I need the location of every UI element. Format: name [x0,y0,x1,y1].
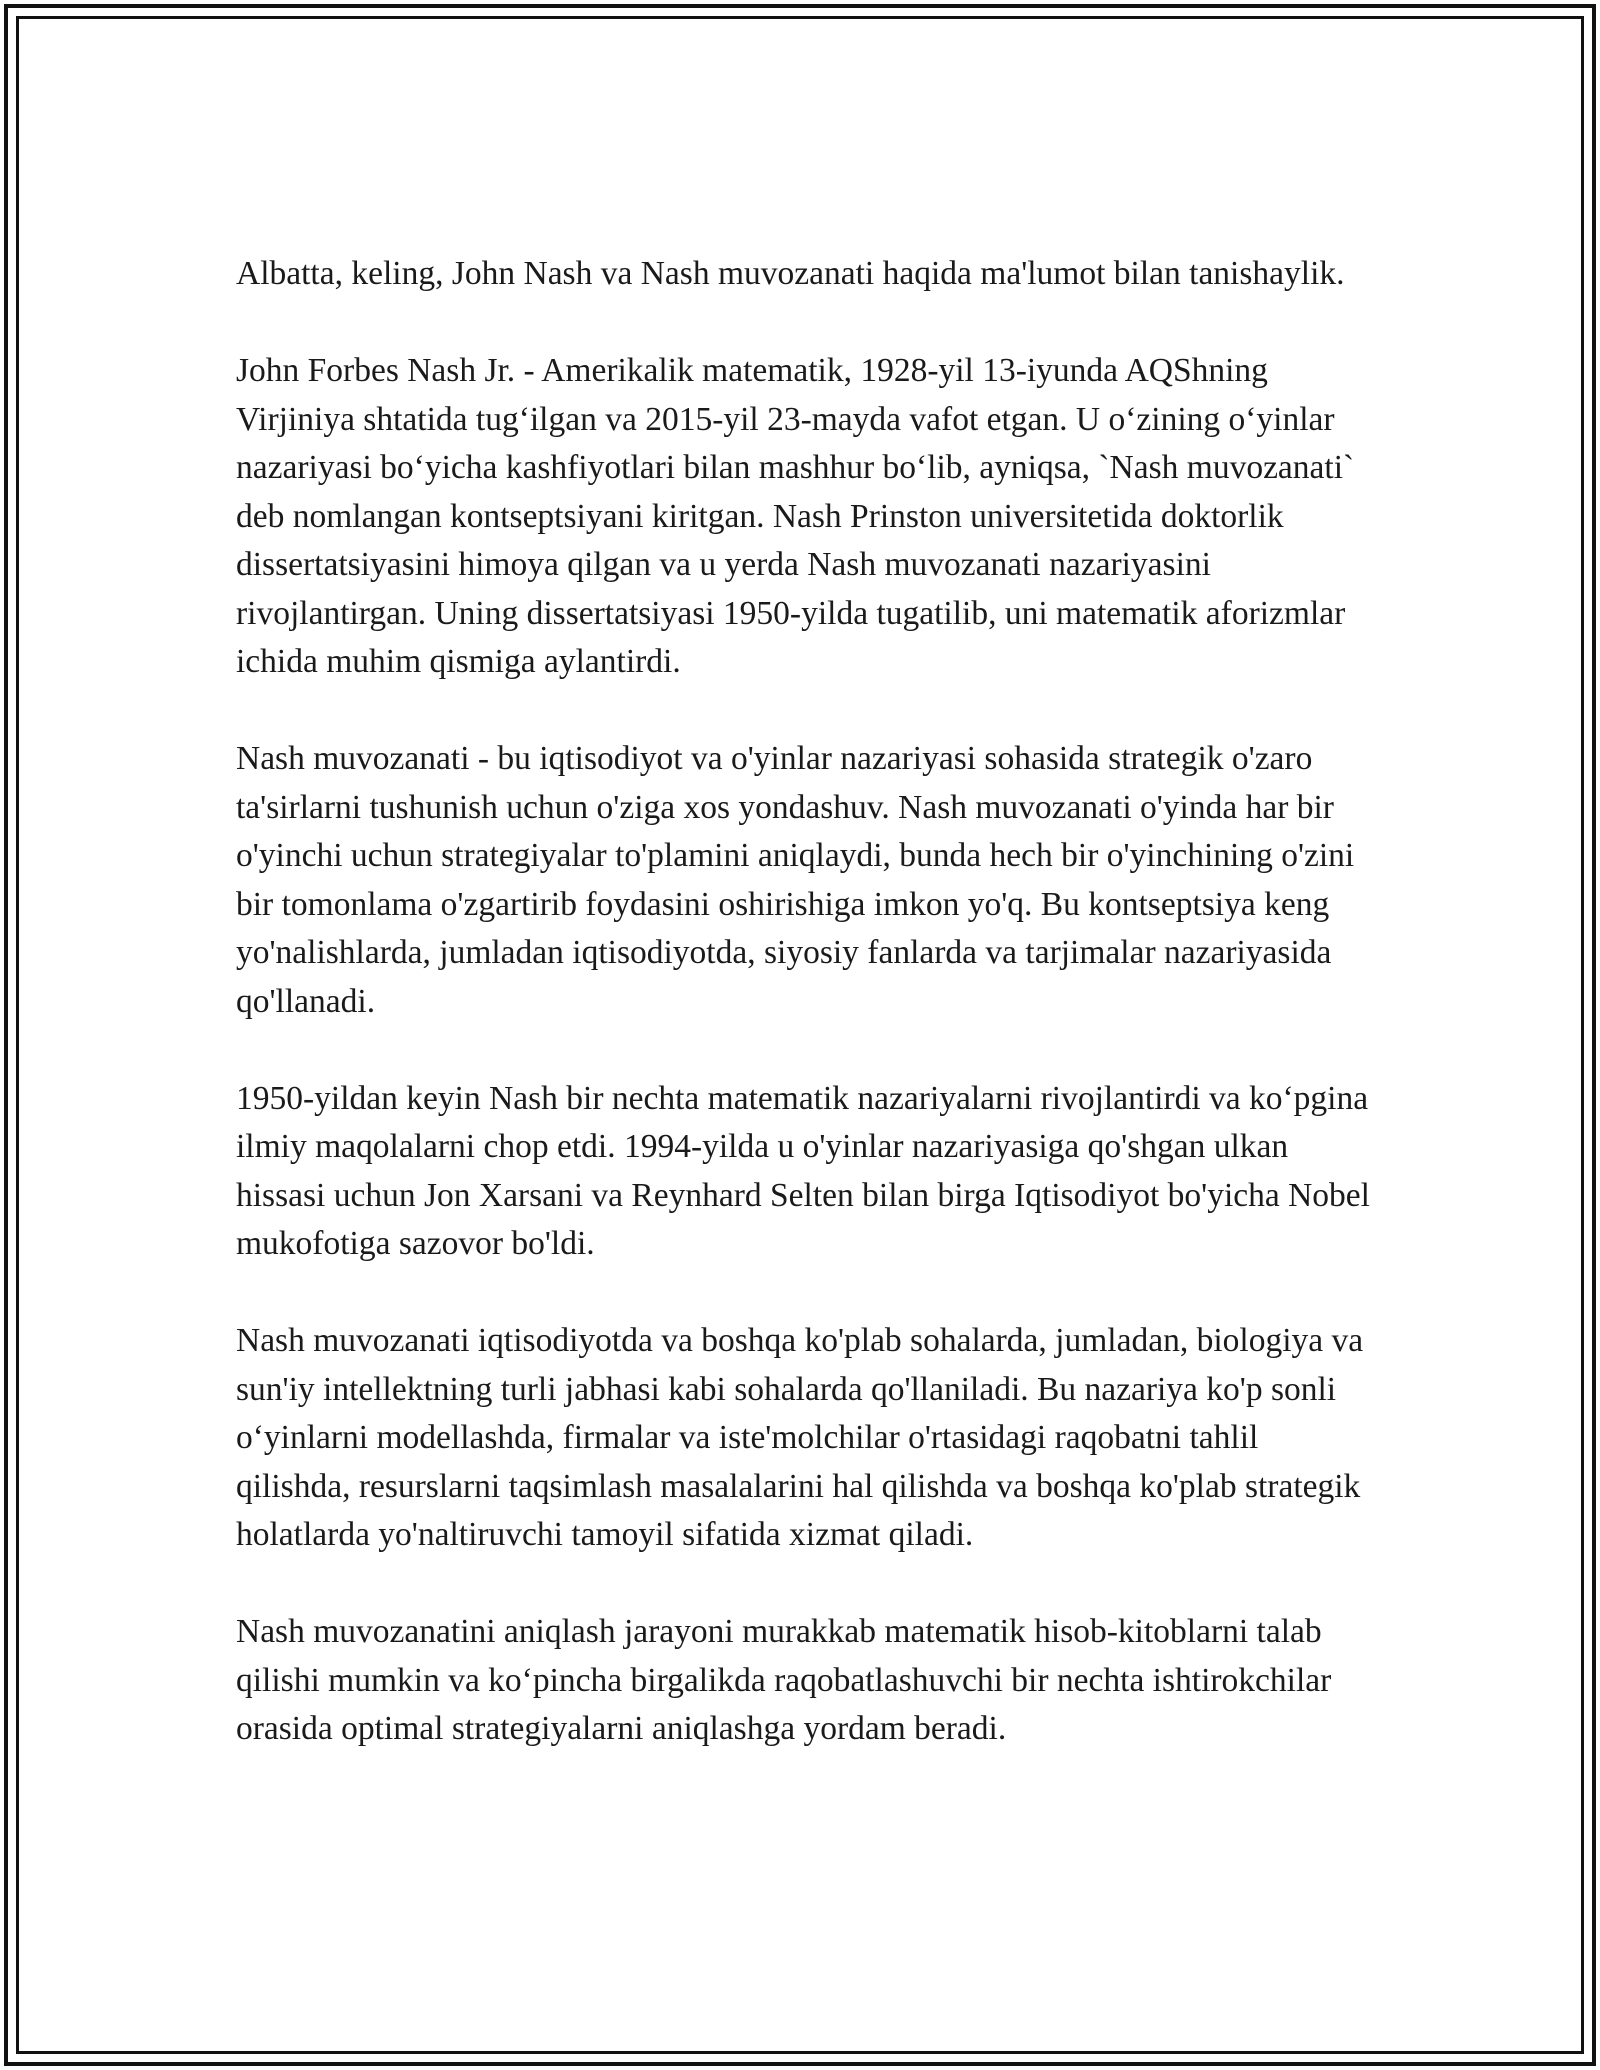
paragraph-conclusion: Nash muvozanatini aniqlash jarayoni murakkab matematik hisob-kitoblarni talab qilishi mumkin va ko‘pincha birgalikda raqobatlashuvchi bir nechta ishtirokchilar orasida optimal strategiyalarni aniqlashga yordam beradi. [236,1613,1332,1747]
paragraph-definition: Nash muvozanati - bu iqtisodiyot va o'yinlar nazariyasi sohasida strategik o'zaro ta'sirlarni tushunish uchun o'ziga xos yondashuv. Nash muvozanati o'yinda har bir o'yinchi uchun strategiyalar to'plamini aniqlaydi, bunda hech bir o'yinchining o'zini bir tomonlama o'zgartirib foydasini oshirishiga imkon yo'q. Bu kontseptsiya keng yo'nalishlarda, jumladan iqtisodiyotda, siyosiy fanlarda va tarjimalar nazariyasida qo'llanadi. [236,740,1355,1020]
paragraph-career: 1950-yildan keyin Nash bir nechta matematik nazariyalarni rivojlantirdi va ko‘pgina ilmiy maqolalarni chop etdi. 1994-yilda u o'yinlar nazariyasiga qo'shgan ulkan hissasi uchun Jon Xarsani va Reynhard Selten bilan birga Iqtisodiyot bo'yicha Nobel mukofotiga sazovor bo'ldi. [236,1079,1370,1262]
document-body [236,250,1376,1802]
paragraph-biography: John Forbes Nash Jr. - Amerikalik matematik, 1928-yil 13-iyunda AQShning Virjiniya shtatida tug‘ilgan va 2015-yil 23-mayda vafot etgan. U o‘zining o‘yinlar nazariyasi bo‘yicha kashfiyotlari bilan mashhur bo‘lib, ayniqsa, `Nash muvozanati` deb nomlangan kontseptsiyani kiritgan. Nash Prinston universitetida doktorlik dissertatsiyasini himoya qilgan va u yerda Nash muvozanati nazariyasini rivojlantirgan. Uning dissertatsiyasi 1950-yilda tugatilib, uni matematik aforizmlar ichida muhim qismiga aylantirdi. [236,352,1355,680]
paragraph-applications: Nash muvozanati iqtisodiyotda va boshqa ko'plab sohalarda, jumladan, biologiya va sun'iy intellektning turli jabhasi kabi sohalarda qo'llaniladi. Bu nazariya ko'p sonli o‘yinlarni modellashda, firmalar va iste'molchilar o'rtasidagi raqobatni tahlil qilishda, resurslarni taqsimlash masalalarini hal qilishda va boshqa ko'plab strategik holatlarda yo'naltiruvchi tamoyil sifatida xizmat qiladi. [236,1322,1364,1553]
paragraph-intro: Albatta, keling, John Nash va Nash muvozanati haqida ma'lumot bilan tanishaylik. [236,255,1345,292]
